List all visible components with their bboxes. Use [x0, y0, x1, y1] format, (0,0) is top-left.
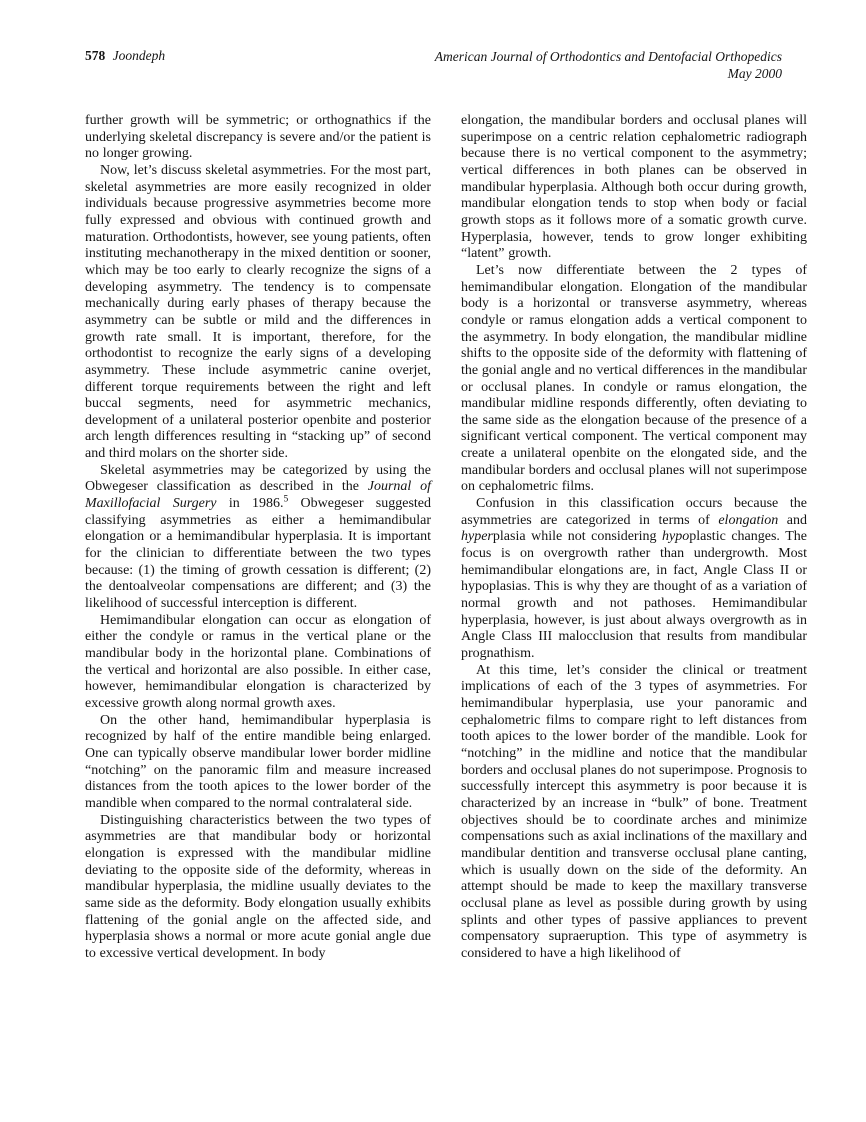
paragraph: [461, 663, 807, 963]
issue-date: May 2000: [727, 66, 782, 81]
text-run: On the other hand, hemimandibular hyperplasia is recognized by half of the entire mandible being enlarged. One can typically observe mandibular lower border midline “notching” on the panoramic film and measure increased distances from the tooth apices to the lower border of the mandible when compared to the normal contralateral side.: [85, 712, 431, 811]
page-header: [85, 48, 782, 82]
page-number: 578: [85, 48, 106, 63]
text-run: Distinguishing characteristics between the two types of asymmetries are that mandibular body or horizontal elongation is expressed with the mandibular midline deviating to the opposite side of the deformity, whereas in mandibular hyperplasia, the midline usually deviates to the same side as the deformity. Body elongation usually exhibits flattening of the gonial angle on the affected side, and hyperplasia shows a normal or more acute gonial angle due to excessive vertical development. In body: [85, 812, 431, 961]
text-run: Now, let’s discuss skeletal asymmetries. For the most part, skeletal asymmetries are more easily recognized in older individuals because progressive asymmetries become more fully expressed and obvious with continued growth and maturation. Orthodontists, however, see young patients, often instituting mechanotherapy in the mixed dentition or sooner, which may be too early to clearly recognize the signs of a developing asymmetry. The tendency is to compensate mechanically during early phases of therapy because the asymmetry can be subtle or mild and the differences in growth rate small. It is important, therefore, for the orthodontist to recognize the early signs of a developing asymmetry. These include asymmetric canine overjet, different torque requirements between the right and left buccal segments, need for asymmetric mechanics, development of a unilateral posterior openbite and posterior arch length differences resulting in “stacking up” of second and third molars on the shorter side.: [85, 162, 431, 462]
text-run: plasia while not considering: [492, 529, 663, 545]
paragraph: [85, 713, 431, 813]
text-run: and: [778, 512, 808, 528]
text-run: Journal of Maxillofacial Surgery: [85, 479, 431, 512]
paragraph: [461, 113, 807, 263]
paragraph: [85, 163, 431, 463]
text-run: elongation: [718, 512, 779, 528]
text-run: elongation, the mandibular borders and occlusal planes will superimpose on a centric relation cephalometric radiograph because there is no vertical component to the asymmetry; vertical differences in both planes can be observed in mandibular hyperplasia. Although both occur during growth, mandibular elongation tends to stop when body or facial growth stops as it follows more of a somatic growth curve. Hyperplasia, however, tends to grow longer exhibiting “latent” growth.: [461, 113, 807, 262]
paragraph: [85, 613, 431, 713]
paragraph: [461, 496, 807, 663]
paragraph: [85, 463, 431, 613]
paragraph: [85, 813, 431, 963]
running-author: Joondeph: [112, 48, 166, 63]
paragraph: [461, 263, 807, 496]
text-run: hyper: [461, 529, 493, 545]
text-run: Hemimandibular elongation can occur as elongation of either the condyle or ramus in the vertical plane or the mandibular body in the horizontal plane. Combinations of the vertical and horizontal are also possible. In either case, however, hemimandibular elongation is characterized by excessive growth along normal growth axes.: [85, 612, 431, 711]
text-run: Obwegeser suggested classifying asymmetries as either a hemimandibular elongation or a hemimandibular hyperplasia. It is important for the clinician to differentiate between the two types because: (1) the timing of growth cessation is different; (2) the dentoalveolar compensations are different; and (3) the likelihood of successful interception is different.: [85, 496, 432, 612]
paragraph: [85, 113, 431, 163]
text-run: hypo: [662, 529, 690, 545]
journal-title: American Journal of Orthodontics and Dentofacial Orthopedics: [434, 49, 782, 64]
text-run: Confusion in this classification occurs because the asymmetries are categorized in terms of: [461, 496, 807, 528]
text-run: At this time, let’s consider the clinical or treatment implications of each of the 3 types of asymmetries. For hemimandibular hyperplasia, use your panoramic and cephalometric films to compare right to left distances from tooth apices to the lower border of the mandible. Look for “notching” in the midline and notice that the mandibular borders and occlusal planes do not superimpose. Prognosis to successfully intercept this asymmetry is poor because it is characterized by an increase in “bulk” of bone. Treatment objectives should be to coordinate arches and minimize compensations such as axial inclinations of the maxillary and mandibular dentition and transverse occlusal plane canting, which is usually down on the side of the deformity. An attempt should be made to keep the maxillary transverse occlusal plane as level as possible during growth by using splints and other types of passive appliances to prevent compensatory supraeruption. This type of asymmetry is considered to have a high likelihood of: [461, 662, 807, 961]
text-run: in 1986.: [216, 496, 284, 512]
text-run: Skeletal asymmetries may be categorized by using the Obwegeser classification as described in the: [85, 462, 431, 495]
running-head-left: [85, 48, 165, 64]
left-column: [85, 113, 431, 962]
text-run: further growth will be symmetric; or orthognathics if the underlying skeletal discrepancy is severe and/or the patient is no longer growing.: [85, 113, 431, 162]
running-head-right: [435, 48, 782, 82]
article-body: [85, 113, 807, 962]
text-run: plastic changes. The focus is on overgrowth rather than undergrowth. Most hemimandibular elongations are, in fact, Angle Class II or hypoplasias. This is why they are thought of as a variation of normal growth and not pathoses. Hemimandibular hyperplasia, however, is just about always overgrowth as in Angle Class III malocclusion that results from mandibular prognathism.: [461, 529, 807, 661]
right-column: [461, 113, 807, 962]
reference-superscript: 5: [283, 494, 289, 505]
text-run: Let’s now differentiate between the 2 types of hemimandibular elongation. Elongation of the mandibular body is a horizontal or transverse asymmetry, whereas condyle or ramus elongation adds a vertical component to the asymmetry. In body elongation, the mandibular midline shifts to the opposite side of the deformity with flattening of the gonial angle and no vertical differences in the mandibular or occlusal planes. In condyle or ramus elongation, the mandibular midline responds differently, often deviating to the same side as the elongation because of the presence of a significant vertical component. The vertical component may create a unilateral openbite on the elongated side, and the mandibular borders and occlusal planes will not superimpose on cephalometric films.: [461, 262, 807, 495]
